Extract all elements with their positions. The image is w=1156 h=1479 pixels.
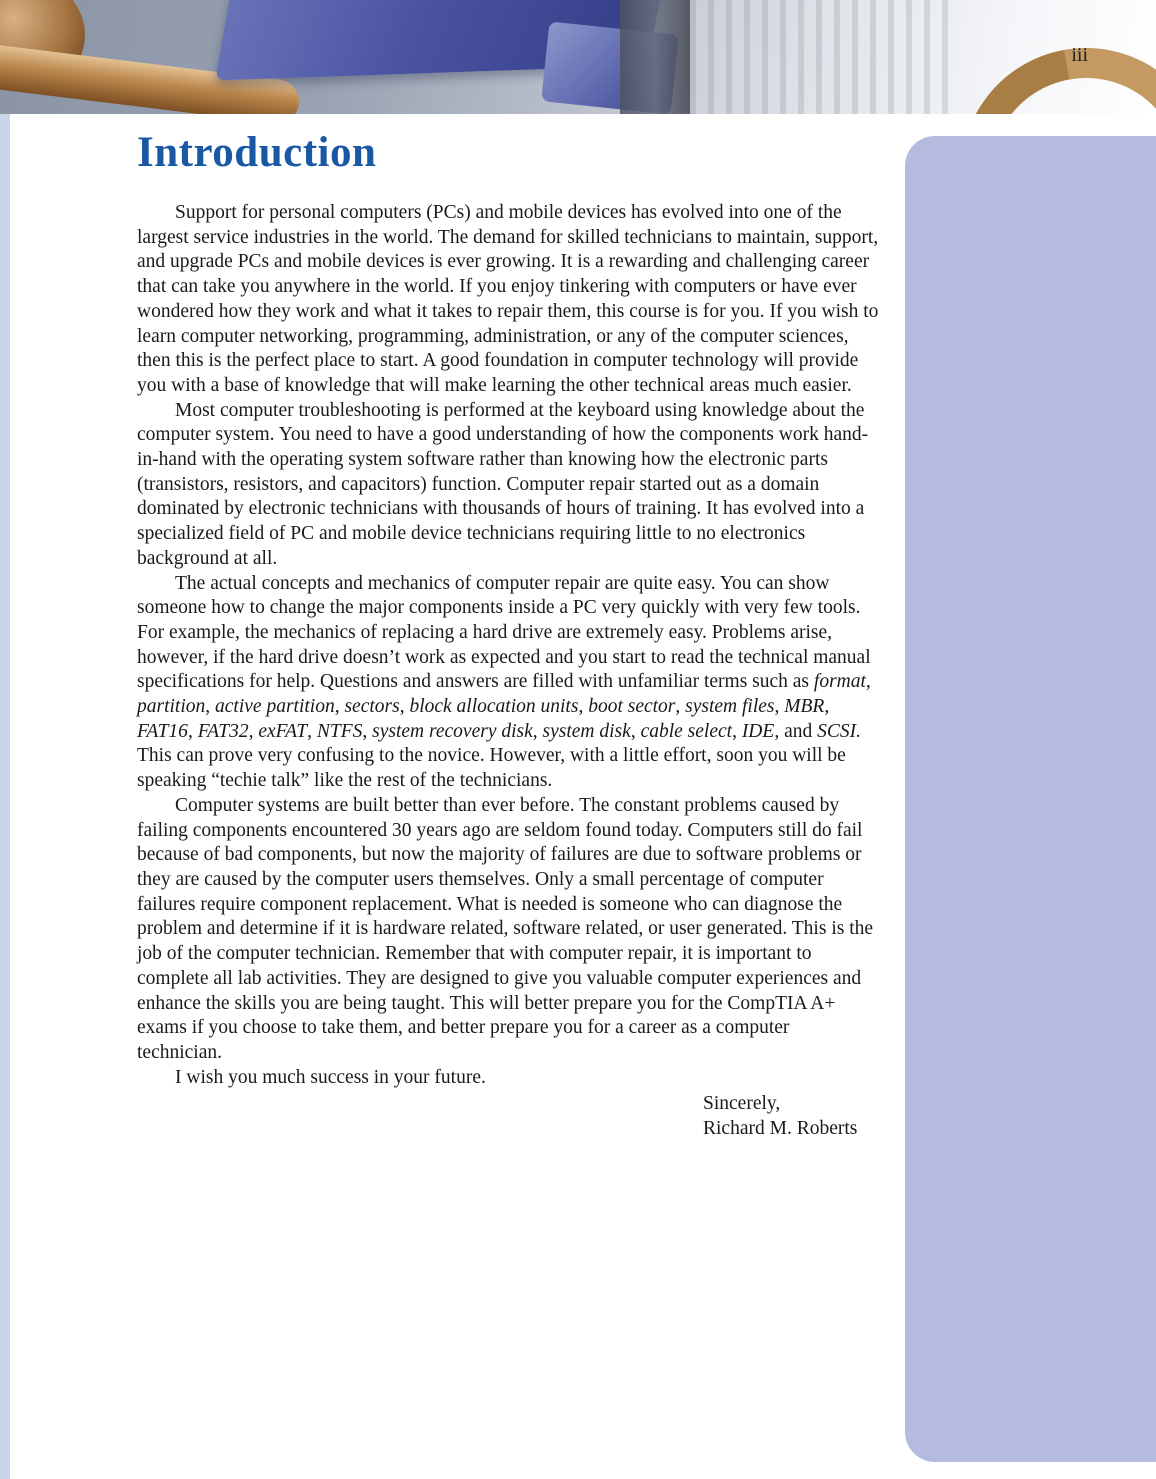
term-italic: MBR xyxy=(784,696,825,718)
term-italic: system files xyxy=(685,696,775,718)
text-run: Most computer troubleshooting is performed at the keyboard using knowledge about the computer system. You need to have a good understanding of how the components work hand-in-hand with the operating system software rather than knowing how the electronic parts (transistors, resistors, and capacitors) function. Computer repair started out as a domain dominated by electronic technicians with thousands of hours of training. It has evolved into a specialized field of PC and mobile device technicians requiring little to no electronics background at all. xyxy=(137,399,869,569)
text-run: , xyxy=(732,720,742,742)
text-run: , xyxy=(578,696,589,718)
text-run: , xyxy=(248,720,259,742)
term-italic: format xyxy=(813,671,866,693)
term-italic: FAT16 xyxy=(137,720,188,742)
left-edge-bar xyxy=(0,114,10,1479)
closing-sincerely: Sincerely, xyxy=(703,1093,781,1115)
text-run: , xyxy=(630,720,641,742)
term-italic: system recovery disk xyxy=(372,720,533,742)
text-run: This can prove very confusing to the novice. However, with a little effort, soon you will be speaking “techie talk” like the rest of the technicians. xyxy=(137,745,846,792)
text-run: I wish you much success in your future. xyxy=(175,1066,486,1088)
banner-metal-grooves xyxy=(690,0,960,114)
header-photo xyxy=(0,0,1156,114)
text-run: , xyxy=(334,696,345,718)
term-italic: boot sector xyxy=(588,696,676,718)
banner-dark-bracket xyxy=(620,0,690,114)
text-run: , xyxy=(865,671,871,693)
term-italic: partition xyxy=(137,696,206,718)
text-run: , xyxy=(532,720,543,742)
text-run: , xyxy=(205,696,216,718)
term-italic: active partition xyxy=(215,696,335,718)
text-run: , xyxy=(307,720,317,742)
main-content xyxy=(137,128,879,1142)
term-italic: SCSI. xyxy=(817,720,861,742)
page-number: iii xyxy=(1071,44,1088,66)
text-run: , and xyxy=(774,720,818,742)
text-run: The actual concepts and mechanics of computer repair are quite easy. You can show someone how to change the major components inside a PC very quickly with very few tools. For example, the mechanics of replacing a hard drive are extremely easy. Problems arise, however, if the hard drive doesn’t work as expected and you start to read the technical manual specifications for help. Questions and answers are filled with unfamiliar terms such as xyxy=(137,572,871,693)
paragraph xyxy=(137,572,879,794)
term-italic: sectors xyxy=(344,696,400,718)
text-run: , xyxy=(675,696,686,718)
paragraph xyxy=(137,399,879,572)
body-text xyxy=(137,201,879,1090)
closing-signature: Richard M. Roberts xyxy=(703,1118,858,1140)
side-panel xyxy=(905,136,1156,1462)
paragraph xyxy=(137,201,879,399)
term-italic: NTFS xyxy=(316,720,363,742)
paragraph xyxy=(137,1066,879,1091)
term-italic: cable select xyxy=(640,720,733,742)
signature-block xyxy=(703,1092,879,1141)
term-italic: block allocation units xyxy=(409,696,579,718)
text-run: , xyxy=(362,720,373,742)
text-run: , xyxy=(824,696,830,718)
text-run: Support for personal computers (PCs) and mobile devices has evolved into one of the largest service industries in the world. The demand for skilled technicians to maintain, support, and upgrade PCs and mobile devices is ever growing. It is a rewarding and challenging career that can take you anywhere in the world. If you enjoy tinkering with computers or have ever wondered how they work and what it takes to repair them, this course is for you. If you wish to learn computer networking, programming, administration, or any of the computer sciences, then this is the perfect place to start. A good foundation in computer technology will provide you with a base of knowledge that will make learning the other technical areas much easier. xyxy=(137,202,879,396)
paragraph xyxy=(137,794,879,1066)
text-run: Computer systems are built better than ever before. The constant problems caused by failing components encountered 30 years ago are seldom found today. Computers still do fail because of bad components, but now the majority of failures are due to software problems or they are caused by the computer users themselves. Only a small percentage of computer failures require component replacement. What is needed is someone who can diagnose the problem and determine if it is hardware related, software related, or user generated. This is the job of the computer technician. Remember that with computer repair, it is important to complete all lab activities. They are designed to give you valuable computer experiences and enhance the skills you are being taught. This will better prepare you for the CompTIA A+ exams if you choose to take them, and better prepare you for a career as a computer technician. xyxy=(137,794,874,1063)
page-title: Introduction xyxy=(137,129,377,176)
term-italic: system disk xyxy=(542,720,631,742)
term-italic: IDE xyxy=(741,720,775,742)
text-run: , xyxy=(774,696,785,718)
term-italic: exFAT xyxy=(258,720,308,742)
term-italic: FAT32 xyxy=(197,720,249,742)
text-run: , xyxy=(187,720,198,742)
text-run: , xyxy=(399,696,410,718)
